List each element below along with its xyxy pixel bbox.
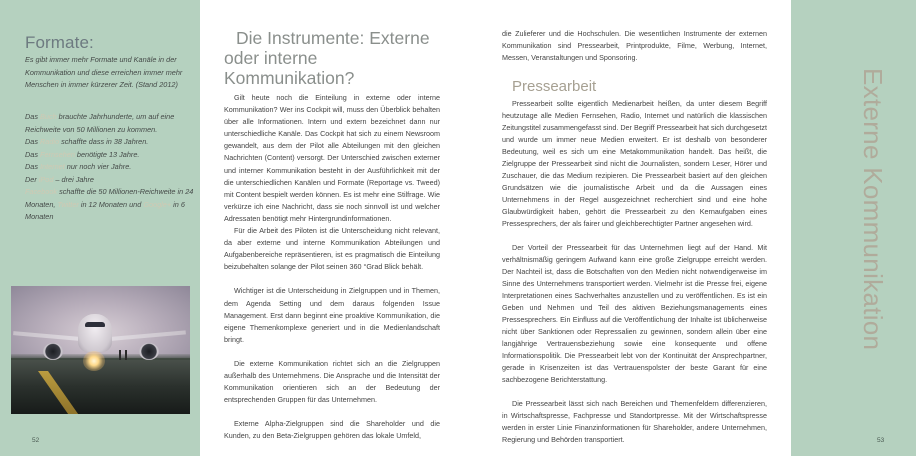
paragraph: Wichtiger ist die Unterscheidung in Zielgruppen und in Themen, dem Agenda Setting und dem daraus folgenden Issue Management. Erst dann beginnt eine proaktive Kommunikation, die eigene Themenkomplexe generiert und in die Medienlandschaft bringt. xyxy=(224,286,440,344)
section-heading: Die Instrumente: Externe oder interne Kommunikation? xyxy=(224,28,430,88)
left-text-column xyxy=(224,28,440,442)
chapter-title-vertical: Externe Kommunikation xyxy=(858,68,888,351)
formate-intro: Es gibt immer mehr Formate und Kanäle in der Kommunikation und diese erreichen immer mehr Menschen in immer kürzerer Zeit. (Stand 2012) xyxy=(25,55,183,89)
page-number-left: 52 xyxy=(32,437,40,444)
fact-item: Der iPod – drei Jahre xyxy=(25,174,94,184)
fact-item: Das Radio schaffte dass in 38 Jahren. xyxy=(25,137,149,146)
left-body xyxy=(224,92,440,442)
engine-left xyxy=(43,343,63,360)
paragraph: Gilt heute noch die Einteilung in externe oder interne Kommunikation? Wer ins Cockpit will, muss den Überblick behalten über alle Informationen. Intern und extern bezeichnet dann nur unterschiedliche Kanäle. Das Cockpit hat sich zu einem Newsroom gewandelt, aus dem der Pilot alle Abteilungen mit den gleichen Nachrichten (Content) versorgt. Der Unterschied zwischen externer und interner Kommunikation besteht in der Ausführlichkeit mit der die unterschiedlichen Kanälen und Formate (Reportage vs. Tweed) mit Content bespielt werden können. Es ist mehr eine Stilfrage. Wie verkürze ich eine Nachricht, dass sie noch sinnvoll ist und welcher Adressaten benötigt mehr Hintergrundinformationen. xyxy=(224,93,440,223)
subsection-heading: Pressearbeit xyxy=(512,78,597,95)
paragraph: Für die Arbeit des Piloten ist die Unterscheidung nicht relevant, da aber externe und interne Kommunikation Abteilungen und Aufgabenbereiche repräsentieren, ist es pragmatisch die Einteilung beizubehalten solange der Pilot seinen 360 °Grad Blick behält. xyxy=(224,226,440,272)
page-number-right: 53 xyxy=(877,437,885,444)
formate-title: Formate: xyxy=(25,33,94,52)
fuselage xyxy=(78,314,112,352)
airplane-photo xyxy=(11,286,190,414)
right-sidebar xyxy=(791,0,916,456)
paragraph: Die Pressearbeit lässt sich nach Bereichen und Themenfeldern differenzieren, in Wirtschaftspresse, Fachpresse und Standortpresse. Mit der Wirtschaftspresse werden in erster Linie Finanzinformationen für Shareholder, andere Unternehmen, Regierung und Behörden transportiert. xyxy=(502,399,767,444)
paragraph: Die externe Kommunikation richtet sich an die Zielgruppen außerhalb des Unternehmens. Die Ansprache und die Intensität der Kommunikation orientieren sich an der Bedeutung der entsprechenden Gruppen für das Unternehmen. xyxy=(224,358,440,405)
cockpit-window xyxy=(85,322,105,327)
fact-item: Das Fernsehen benötigte 13 Jahre. xyxy=(25,149,140,159)
paragraph: die Zulieferer und die Hochschulen. Die wesentlichen Instrumente der externen Kommunikation sind Pressearbeit, Printprodukte, Filme, Werbung, Internet, Messen, Veranstaltungen und Sponsoring. xyxy=(502,29,767,62)
fact-item: Das Internet nur noch vier Jahre. xyxy=(25,162,132,171)
formate-facts xyxy=(25,111,195,224)
landing-gear xyxy=(119,350,127,360)
paragraph: Externe Alpha-Zielgruppen sind die Shareholder und die Kunden, zu den Beta-Zielgruppen gehören das lokale Umfeld, xyxy=(224,419,440,441)
right-body xyxy=(502,98,767,446)
fact-item-social: Facebook schaffte die 50 Millionen-Reichweite in 24 Monaten, Twitter in 12 Monaten und Google+ in 6 Monaten xyxy=(25,187,194,221)
right-text-column xyxy=(502,28,767,446)
engine-right xyxy=(139,343,159,360)
landing-light xyxy=(83,351,105,371)
paragraph: Pressearbeit sollte eigentlich Medienarbeit heißen, da unter diesem Begriff heutzutage alle Medien Fernsehen, Radio, Internet und natürlich die klassischen Zeitungstitel zusammengefasst sind. Der Begriff Pressearbeit hat sich durchgesetzt und wurde um immer neue Medien erweitert. Er ist deshalb von besonderer Bedeutung, weil es sich um eine Metakommunikation handelt. Das heißt, die Zielgruppe der Pressearbeit sind nicht die Journalisten, sondern Leser, Hörer und Zuschauer, die das Medium rezipieren. Die Pressearbeit basiert auf den gleichen Grundsätzen wie die journalistische Arbeit und da die Aussagen eines Unternehmens in der Regel ausgezeichnet recherchiert sind und eine hohe Glaubwürdigkeit haben, gehört die Pressearbeit zu den Kernaufgaben eines Pressesprechers, der als fairer und gleichberechtigter Partner angesehen wird. xyxy=(502,99,767,228)
paragraph: Der Vorteil der Pressearbeit für das Unternehmen liegt auf der Hand. Mit verhältnismäßig geringem Aufwand kann eine große Zielgruppe erreicht werden. Der Nachteil ist, dass die Botschaften von den Medien nicht notwendigerweise im Sinne des Unternehmens transportiert werden. Vielmehr ist die Presse frei, eigene Interpretationen eines Sachverhaltes anzustellen und zu veröffentlichen. Es ist ein Geben und Nehmen und Teil des aktiven Beziehungsmanagements eines Pressesprechers. Ein Einfluss auf die Veröffentlichung der Inhalte ist üblicherweise nicht über Sanktionen oder Repressalien zu gewinnen, sondern allein über eine langjährige Vertrauensbeziehung sowie eine konsequente und offene Informationspolitik. Die Pressearbeit lebt von der Kontinuität der Ansprechpartner, gerade in Krisenzeiten ist das Vertrauenspolster der beste Garant für eine sachbezogene Berichterstattung. xyxy=(502,243,767,384)
fact-item: Das Buch brauchte Jahrhunderte, um auf eine Reichweite von 50 Millionen zu kommen. xyxy=(25,112,175,134)
right-intro xyxy=(502,28,767,64)
